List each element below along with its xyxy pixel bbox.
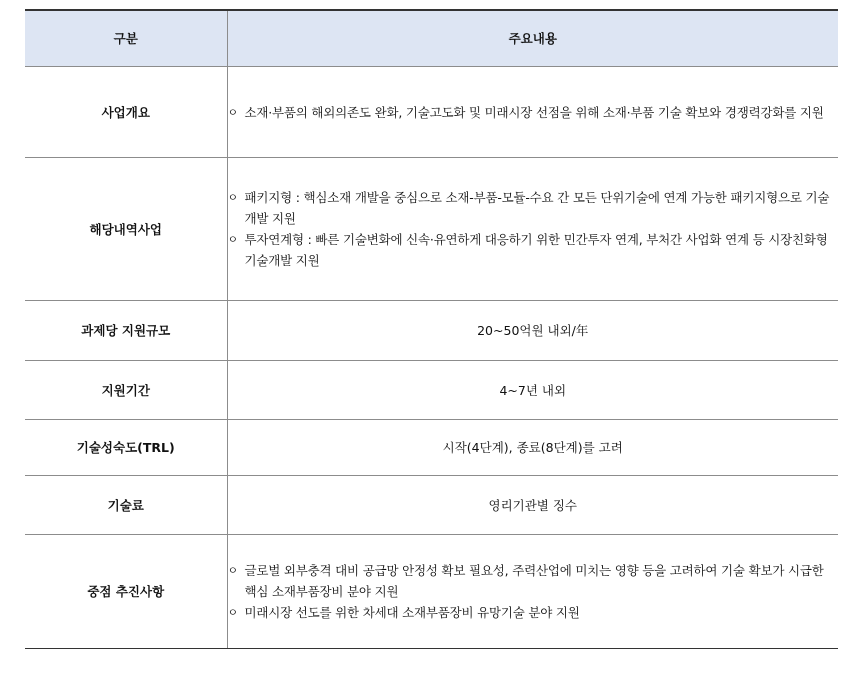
- table-row: [25, 301, 838, 361]
- list-item: ㅇ 패키지형 : 핵심소재 개발을 중심으로 소재-부품-모듈-수요 간 모든 단위기술에 연계 가능한 패키지형으로 기술개발 지원: [228, 187, 839, 229]
- table-row: [25, 420, 838, 476]
- row-label-support-period: 지원기간: [25, 361, 227, 420]
- row-value-trl: 시작(4단계), 종료(8단계)를 고려: [227, 420, 838, 476]
- row-content-key-priorities: [227, 535, 838, 649]
- row-label-key-priorities: 중점 추진사항: [25, 535, 227, 649]
- bullet-circle-icon: ㅇ: [227, 105, 238, 119]
- row-content-overview: [227, 67, 838, 158]
- list-item: ㅇ 글로벌 외부충격 대비 공급망 안정성 확보 필요성, 주력산업에 미치는 영향 등을 고려하여 기술 확보가 시급한 핵심 소재부품장비 분야 지원: [228, 560, 839, 602]
- row-label-tech-fee: 기술료: [25, 476, 227, 535]
- row-value-tech-fee: 영리기관별 징수: [227, 476, 838, 535]
- header-category: 구분: [25, 10, 227, 67]
- row-content-sub-programs: [227, 158, 838, 301]
- bullet-circle-icon: ㅇ: [227, 233, 238, 246]
- table-row: [25, 535, 838, 649]
- table-row: [25, 361, 838, 420]
- table-row: [25, 67, 838, 158]
- program-summary-table: [25, 9, 838, 649]
- list-item: ㅇ 미래시장 선도를 위한 차세대 소재부품장비 유망기술 분야 지원: [228, 602, 839, 623]
- list-item: ㅇ 투자연계형 : 빠른 기술변화에 신속·유연하게 대응하기 위한 민간투자 연계, 부처간 사업화 연계 등 시장친화형 기술개발 지원: [228, 229, 839, 271]
- row-label-overview: 사업개요: [25, 67, 227, 158]
- row-label-support-scale: 과제당 지원규모: [25, 301, 227, 361]
- row-label-sub-programs: 해당내역사업: [25, 158, 227, 301]
- list-item: ㅇ 소재·부품의 해외의존도 완화, 기술고도화 및 미래시장 선점을 위해 소재·부품 기술 확보와 경쟁력강화를 지원: [228, 102, 839, 123]
- row-value-support-period: 4~7년 내외: [227, 361, 838, 420]
- table-row: [25, 476, 838, 535]
- table-header-row: [25, 10, 838, 67]
- bullet-circle-icon: ㅇ: [227, 564, 238, 577]
- row-value-support-scale: 20~50억원 내외/年: [227, 301, 838, 361]
- bullet-circle-icon: ㅇ: [227, 191, 238, 204]
- table-row: [25, 158, 838, 301]
- bullet-circle-icon: ㅇ: [227, 606, 238, 619]
- row-label-trl: 기술성숙도(TRL): [25, 420, 227, 476]
- header-main-content: 주요내용: [227, 10, 838, 67]
